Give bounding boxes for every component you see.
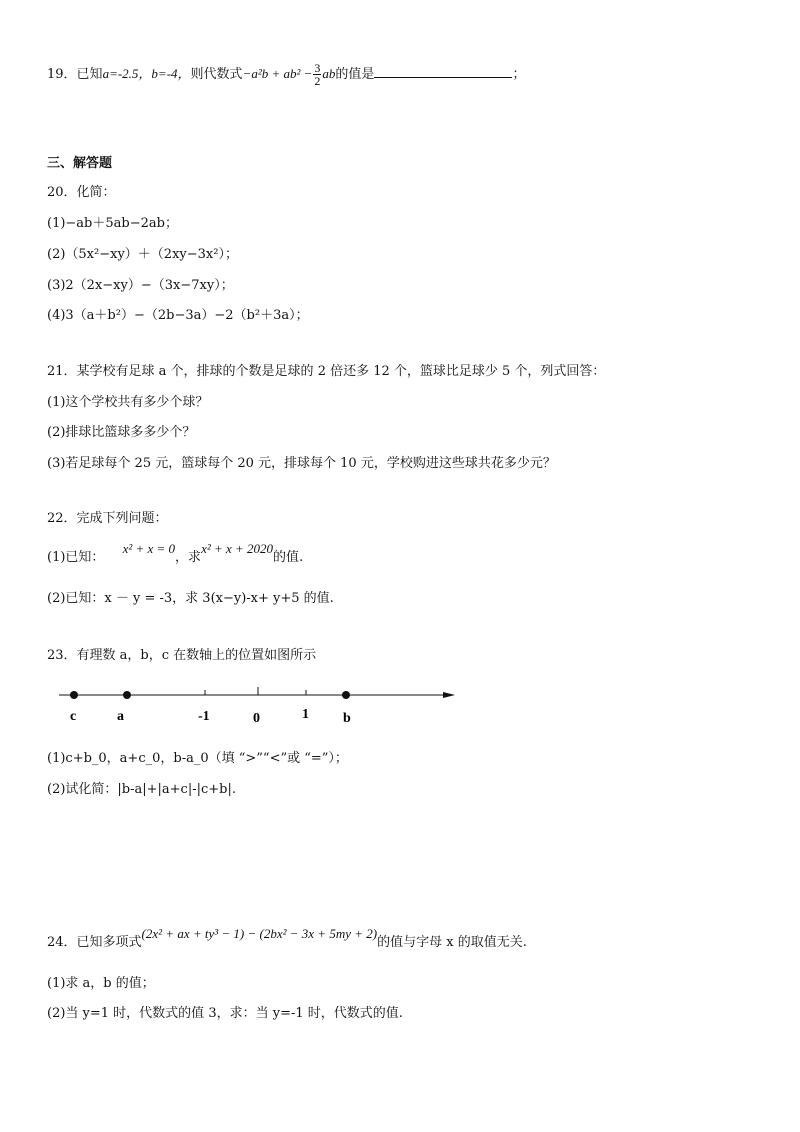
q21-item-3: (3)若足球每个 25 元，篮球每个 20 元，排球每个 10 元，学校购进这些球共花多少元？ [47,456,556,471]
q22-item-1 [47,541,304,567]
label-one: 1 [302,707,309,722]
q24-polynomial: (2x² + ax + ty³ − 1) − (2bx² − 3x + 5my + 2) [141,926,378,941]
q19-a-value: a=-2.5， [102,66,152,81]
q19-text-c: 的值是 [335,67,375,82]
q19-expr-part2: ab [322,66,336,81]
q19-frac-den: 2 [314,74,321,88]
q23-item-2: (2)试化简：|b-a|+|a+c|-|c+b|. [47,782,236,797]
number-line-arrow [443,692,455,698]
q19-frac-num: 3 [314,61,321,75]
q19-fraction [313,62,321,87]
q24-stem [47,926,527,952]
point-c [70,691,78,699]
q20-item-4: (4)3（a＋b²）−（2b−3a）−2（b²＋3a）； [47,308,309,323]
q24-item-2: (2)当 y=1 时，代数式的值 3，求：当 y=-1 时，代数式的值. [47,1006,403,1021]
q19-number: 19． [47,67,77,82]
q22-item1-ask: ，求 [175,550,202,565]
q19-text-b: 则代数式 [190,67,243,82]
q24-stem-b: 的值与字母 x 的取值无关. [377,935,527,950]
q19-end: ； [512,67,526,82]
point-b [342,691,350,699]
q24-stem-a: 24．已知多项式 [47,935,142,950]
q21-item-2: (2)排球比篮球多多少个？ [47,425,196,440]
q20-stem: 20．化简： [47,185,116,200]
q19-b-value: b=-4， [151,66,191,81]
q19-expr-part1: −a²b + ab² − [242,66,313,81]
label-neg1: -1 [198,709,210,724]
q22-item1-eq1: x² + x = 0 [122,541,176,556]
label-c: c [70,709,77,724]
q21-item-1: (1)这个学校共有多少个球？ [47,395,209,410]
q22-item1-label: (1)已知： [47,550,105,565]
label-zero: 0 [253,711,260,725]
q22-item-2: (2)已知：x － y = -3，求 3(x−y)-x+ y+5 的值. [47,591,334,606]
q20-item-2: (2)（5x²−xy）＋（2xy−3x²）； [47,247,238,262]
q22-item1-eq2: x² + x + 2020 [201,541,274,556]
q22-item1-end: 的值. [273,550,304,565]
number-line [55,680,465,725]
label-a: a [117,709,124,724]
q20-item-1: (1)−ab＋5ab−2ab； [47,216,178,231]
label-b: b [343,711,351,725]
section-3-title: 三、解答题 [47,156,113,171]
q19-answer-blank[interactable] [374,65,512,78]
q23-item-1: (1)c+b_0，a+c_0，b-a_0（填 “>”“<”或 “=”）； [47,751,348,766]
q20-item-3: (3)2（2x−xy）−（3x−7xy）； [47,278,234,293]
q21-stem: 21．某学校有足球 a 个，排球的个数是足球的 2 倍还多 12 个，篮球比足球少 5 个，列式回答： [47,364,606,379]
point-a [123,691,131,699]
q24-item-1: (1)求 a，b 的值； [47,976,155,991]
q22-stem: 22．完成下列问题： [47,511,168,526]
q19-text-a: 已知 [76,67,103,82]
q23-stem: 23．有理数 a，b，c 在数轴上的位置如图所示 [47,648,317,663]
q19-line [47,62,525,87]
